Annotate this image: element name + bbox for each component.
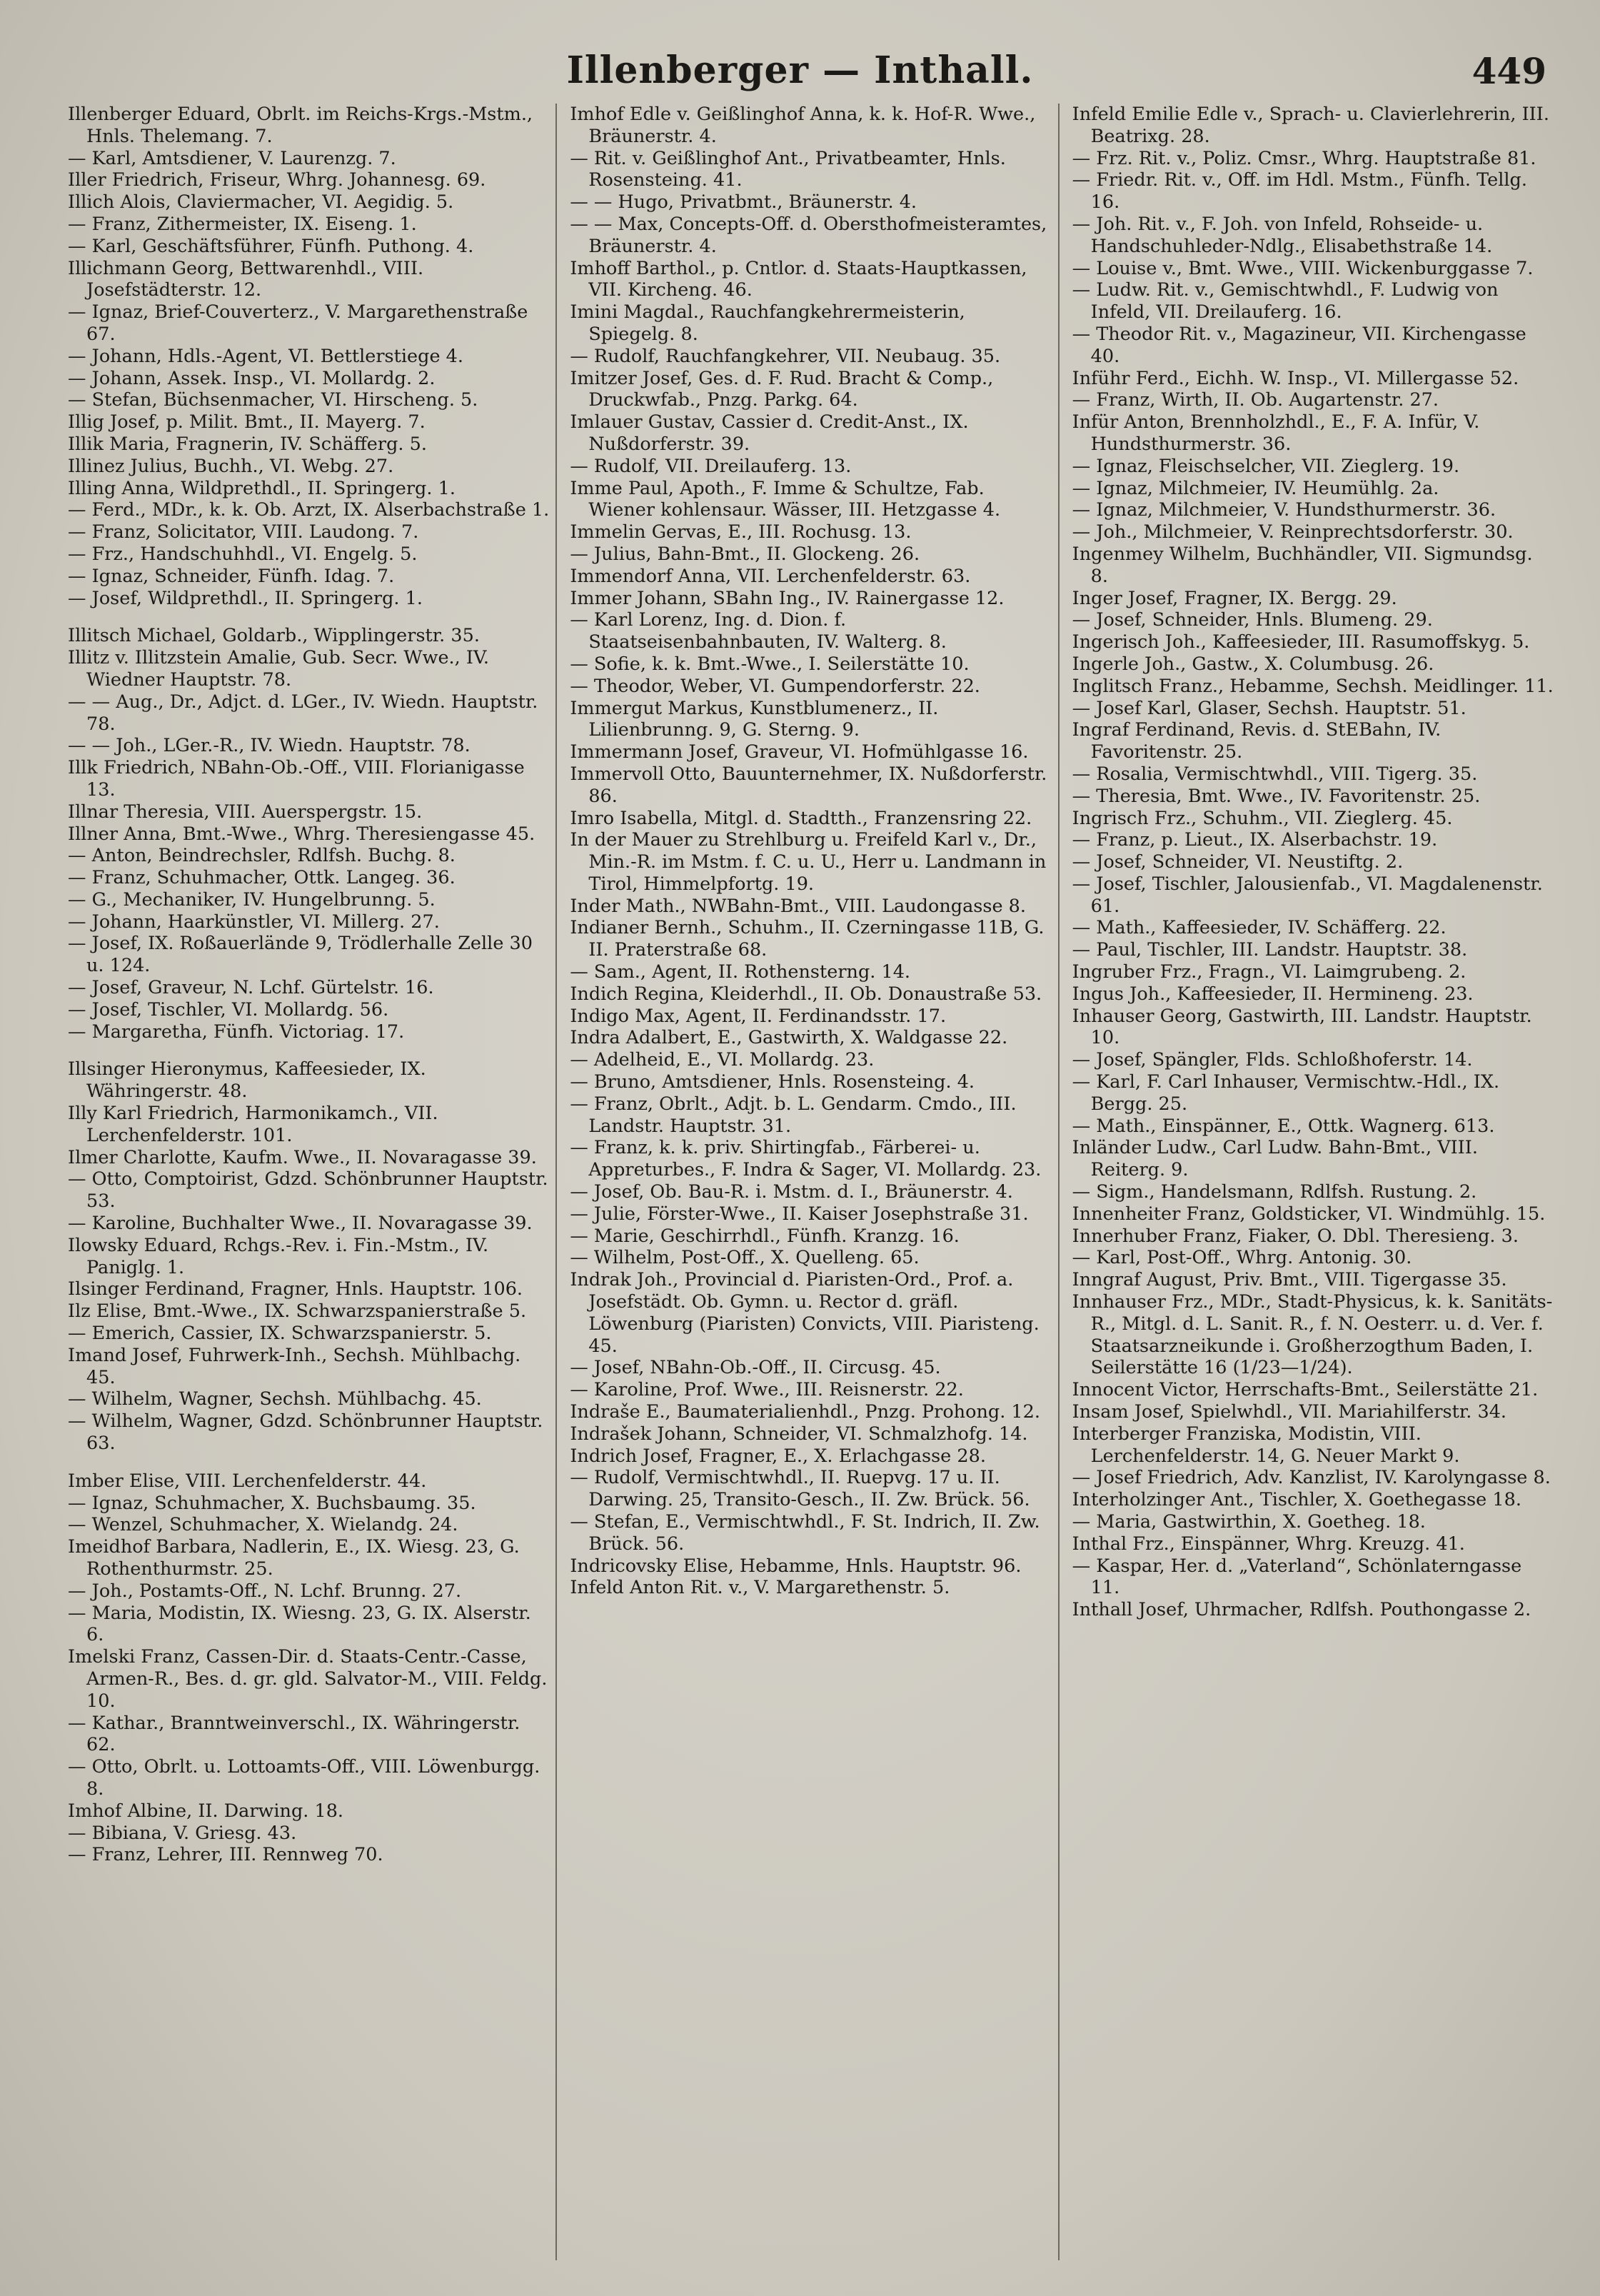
directory-entry: — Rudolf, VII. Dreilauferg. 13.: [570, 455, 852, 477]
directory-entry: Ilz Elise, Bmt.-Wwe., IX. Schwarzspanierstraße 5.: [68, 1300, 527, 1323]
directory-entry: Inländer Ludw., Carl Ludw. Bahn-Bmt., VIII. Reiterg. 9.: [1072, 1137, 1478, 1181]
directory-entry: — Wilhelm, Wagner, Gdzd. Schönbrunner Hauptstr. 63.: [68, 1410, 543, 1455]
directory-entry: — Rit. v. Geißlinghof Ant., Privatbeamter, Hnls. Rosensteing. 41.: [570, 147, 1006, 191]
directory-entry: Imhof Albine, II. Darwing. 18.: [68, 1800, 344, 1822]
directory-entry: Ilowsky Eduard, Rchgs.-Rev. i. Fin.-Mstm., IV. Paniglg. 1.: [68, 1234, 489, 1278]
directory-entry: — Karl, F. Carl Inhauser, Vermischtw.-Hdl., IX. Bergg. 25.: [1072, 1071, 1500, 1115]
directory-entry: — Josef, Schneider, VI. Neustiftg. 2.: [1072, 851, 1404, 873]
directory-entry: — Emerich, Cassier, IX. Schwarzspanierstr. 5.: [68, 1323, 492, 1345]
directory-entry: — Josef, IX. Roßauerlände 9, Trödlerhalle Zelle 30 u. 124.: [68, 933, 533, 977]
directory-entry: Immergut Markus, Kunstblumenerz., II. Lilienbrunng. 9, G. Sterng. 9.: [570, 697, 939, 741]
directory-entry: — Kathar., Branntweinverschl., IX. Währingerstr. 62.: [68, 1712, 520, 1756]
directory-entry: Indra Adalbert, E., Gastwirth, X. Waldgasse 22.: [570, 1027, 1008, 1049]
page-number: 449: [1471, 50, 1546, 92]
entry-spacer: [68, 609, 551, 625]
directory-entry: — Math., Kaffeesieder, IV. Schäfferg. 22.: [1072, 917, 1446, 939]
directory-entry: — Ignaz, Milchmeier, IV. Heumühlg. 2a.: [1072, 477, 1439, 499]
directory-entry: Innenheiter Franz, Goldsticker, VI. Windmühlg. 15.: [1072, 1203, 1546, 1225]
directory-entry: Ingerle Joh., Gastw., X. Columbusg. 26.: [1072, 653, 1434, 675]
directory-entry: Inglitsch Franz., Hebamme, Sechsh. Meidlinger. 11.: [1072, 675, 1554, 697]
directory-entry: — Julie, Förster-Wwe., II. Kaiser Josephstraße 31.: [570, 1203, 1029, 1225]
directory-entry: Ingenmey Wilhelm, Buchhändler, VII. Sigmundsg. 8.: [1072, 543, 1533, 587]
directory-entry: — G., Mechaniker, IV. Hungelbrunng. 5.: [68, 888, 436, 911]
directory-entry: Illner Anna, Bmt.-Wwe., Whrg. Theresiengasse 45.: [68, 823, 535, 845]
directory-entry: — Julius, Bahn-Bmt., II. Glockeng. 26.: [570, 543, 920, 565]
directory-entry: — Karl Lorenz, Ing. d. Dion. f. Staatseisenbahnbauten, IV. Walterg. 8.: [570, 609, 947, 653]
directory-entry: Indich Regina, Kleiderhdl., II. Ob. Donaustraße 53.: [570, 983, 1042, 1005]
directory-entry: — Karl, Amtsdiener, V. Laurenzg. 7.: [68, 147, 396, 169]
directory-entry: Innerhuber Franz, Fiaker, O. Dbl. Theresieng. 3.: [1072, 1225, 1519, 1247]
directory-entry: Illichmann Georg, Bettwarenhdl., VIII. Josefstädterstr. 12.: [68, 257, 424, 301]
directory-entry: — Ignaz, Brief-Couverterz., V. Margarethenstraße 67.: [68, 301, 528, 345]
directory-entry: — Theodor Rit. v., Magazineur, VII. Kirchengasse 40.: [1072, 323, 1526, 367]
directory-entry: — Karoline, Buchhalter Wwe., II. Novaragasse 39.: [68, 1213, 533, 1235]
directory-entry: Illitz v. Illitzstein Amalie, Gub. Secr. Wwe., IV. Wiedner Hauptstr. 78.: [68, 647, 490, 691]
directory-entry: Imhof Edle v. Geißlinghof Anna, k. k. Hof-R. Wwe., Bräunerstr. 4.: [570, 104, 1036, 147]
directory-entry: Immervoll Otto, Bauunternehmer, IX. Nußdorferstr. 86.: [570, 763, 1047, 807]
directory-entry: Indrak Joh., Provincial d. Piaristen-Ord., Prof. a. Josefstädt. Ob. Gymn. u. Rector d. gräfl. Löwenburg (Piaristen) Convicts, VIII. Piaristeng. 45.: [570, 1269, 1040, 1357]
directory-entry: Illsinger Hieronymus, Kaffeesieder, IX. Währingerstr. 48.: [68, 1058, 426, 1103]
directory-entry: — Josef Karl, Glaser, Sechsh. Hauptstr. 51.: [1072, 697, 1466, 719]
directory-entry: — Josef, Wildprethdl., II. Springerg. 1.: [68, 587, 423, 609]
directory-entry: — Frz. Rit. v., Poliz. Cmsr., Whrg. Hauptstraße 81.: [1072, 147, 1536, 169]
directory-entry: — Rudolf, Rauchfangkehrer, VII. Neubaug. 35.: [570, 345, 1001, 367]
directory-entry: — Wilhelm, Wagner, Sechsh. Mühlbachg. 45.: [68, 1388, 482, 1410]
directory-entry: — Karl, Geschäftsführer, Fünfh. Puthong. 4.: [68, 235, 474, 257]
directory-entry: Indrašek Johann, Schneider, VI. Schmalzhofg. 14.: [570, 1423, 1028, 1445]
directory-entry: — Ignaz, Schuhmacher, X. Buchsbaumg. 35.: [68, 1492, 476, 1514]
directory-entry: Imme Paul, Apoth., F. Imme & Schultze, Fab. Wiener kohlensaur. Wässer, III. Hetzgasse 4.: [570, 477, 1001, 521]
directory-entry: — Math., Einspänner, E., Ottk. Wagnerg. 613.: [1072, 1115, 1495, 1137]
directory-entry: — — Hugo, Privatbmt., Bräunerstr. 4.: [570, 191, 917, 214]
directory-entry: Ilmer Charlotte, Kaufm. Wwe., II. Novaragasse 39.: [68, 1146, 537, 1168]
directory-entry: — Karoline, Prof. Wwe., III. Reisnerstr. 22.: [570, 1379, 964, 1401]
directory-entry: Indricovsky Elise, Hebamme, Hnls. Hauptstr. 96.: [570, 1555, 1022, 1577]
directory-entry: Imelski Franz, Cassen-Dir. d. Staats-Centr.-Casse, Armen-R., Bes. d. gr. gld. Salvator-M., VIII. Feldg. 10.: [68, 1646, 548, 1712]
directory-entry: Immer Johann, SBahn Ing., IV. Rainergasse 12.: [570, 587, 1005, 609]
directory-entry: — Stefan, E., Vermischtwhdl., F. St. Indrich, II. Zw. Brück. 56.: [570, 1511, 1040, 1555]
directory-entry: Illik Maria, Fragnerin, IV. Schäfferg. 5.: [68, 433, 427, 455]
directory-entry: — Joh., Milchmeier, V. Reinprechtsdorferstr. 30.: [1072, 521, 1514, 543]
directory-entry: Illitsch Michael, Goldarb., Wipplingerstr. 35.: [68, 625, 480, 647]
directory-entry: — Otto, Obrlt. u. Lottoamts-Off., VIII. Löwenburgg. 8.: [68, 1756, 540, 1800]
directory-entry: — Sofie, k. k. Bmt.-Wwe., I. Seilerstätte 10.: [570, 653, 970, 675]
directory-entry: — Josef, Ob. Bau-R. i. Mstm. d. I., Bräunerstr. 4.: [570, 1181, 1013, 1203]
directory-entry: — Frz., Handschuhhdl., VI. Engelg. 5.: [68, 543, 418, 565]
directory-entry: Inthal Frz., Einspänner, Whrg. Kreuzg. 41.: [1072, 1533, 1465, 1555]
directory-entry: Ingerisch Joh., Kaffeesieder, III. Rasumoffskyg. 5.: [1072, 631, 1530, 653]
directory-entry: — Franz, Solicitator, VIII. Laudong. 7.: [68, 521, 419, 543]
column-3: [1072, 104, 1560, 2260]
directory-entry: — Theresia, Bmt. Wwe., IV. Favoritenstr. 25.: [1072, 785, 1481, 807]
directory-entry: Innocent Victor, Herrschafts-Bmt., Seilerstätte 21.: [1072, 1379, 1539, 1401]
directory-entry: Imber Elise, VIII. Lerchenfelderstr. 44.: [68, 1470, 427, 1492]
directory-entry: Illig Josef, p. Milit. Bmt., II. Mayerg. 7.: [68, 411, 426, 433]
directory-entry: — Marie, Geschirrhdl., Fünfh. Kranzg. 16.: [570, 1225, 960, 1247]
directory-entry: Imhoff Barthol., p. Cntlor. d. Staats-Hauptkassen, VII. Kircheng. 46.: [570, 257, 1027, 301]
directory-entry: Imand Josef, Fuhrwerk-Inh., Sechsh. Mühlbachg. 45.: [68, 1344, 521, 1388]
directory-entry: — Johann, Assek. Insp., VI. Mollardg. 2.: [68, 367, 436, 389]
directory-entry: — Josef, NBahn-Ob.-Off., II. Circusg. 45.: [570, 1357, 941, 1379]
directory-entry: Illnar Theresia, VIII. Auerspergstr. 15.: [68, 801, 423, 823]
directory-entry: — Johann, Hdls.-Agent, VI. Bettlerstiege 4.: [68, 345, 463, 367]
directory-entry: Ingrisch Frz., Schuhm., VII. Zieglerg. 45.: [1072, 807, 1453, 829]
directory-entry: Immendorf Anna, VII. Lerchenfelderstr. 63.: [570, 565, 971, 587]
directory-entry: Iller Friedrich, Friseur, Whrg. Johannesg. 69.: [68, 169, 486, 191]
directory-entry: — Maria, Gastwirthin, X. Goetheg. 18.: [1072, 1511, 1426, 1533]
directory-entry: Indigo Max, Agent, II. Ferdinandsstr. 17.: [570, 1005, 947, 1027]
directory-entry: — Karl, Post-Off., Whrg. Antonig. 30.: [1072, 1247, 1412, 1269]
directory-entry: Imitzer Josef, Ges. d. F. Rud. Bracht & Comp., Druckwfab., Pnzg. Parkg. 64.: [570, 367, 994, 411]
directory-entry: — Margaretha, Fünfh. Victoriag. 17.: [68, 1021, 405, 1043]
directory-entry: — — Joh., LGer.-R., IV. Wiedn. Hauptstr. 78.: [68, 735, 471, 757]
directory-entry: Indianer Bernh., Schuhm., II. Czerningasse 11B, G. II. Praterstraße 68.: [570, 917, 1045, 961]
directory-entry: — Wenzel, Schuhmacher, X. Wielandg. 24.: [68, 1514, 458, 1536]
directory-entry: Illy Karl Friedrich, Harmonikamch., VII. Lerchenfelderstr. 101.: [68, 1103, 438, 1146]
directory-entry: — Adelheid, E., VI. Mollardg. 23.: [570, 1049, 875, 1071]
column-2: [570, 104, 1059, 2260]
directory-entry: — Ignaz, Milchmeier, V. Hundsthurmerstr. 36.: [1072, 499, 1496, 521]
directory-entry: — Theodor, Weber, VI. Gumpendorferstr. 22.: [570, 675, 980, 697]
directory-entry: — — Aug., Dr., Adjct. d. LGer., IV. Wiedn. Hauptstr. 78.: [68, 691, 538, 735]
directory-entry: Inthall Josef, Uhrmacher, Rdlfsh. Pouthongasse 2.: [1072, 1599, 1531, 1621]
directory-entry: — Joh., Postamts-Off., N. Lchf. Brunng. 27.: [68, 1580, 462, 1602]
directory-entry: Imlauer Gustav, Cassier d. Credit-Anst., IX. Nußdorferstr. 39.: [570, 411, 969, 455]
directory-entry: Infeld Emilie Edle v., Sprach- u. Clavierlehrerin, III. Beatrixg. 28.: [1072, 104, 1549, 147]
directory-entry: — Franz, Schuhmacher, Ottk. Langeg. 36.: [68, 867, 456, 889]
directory-entry: — Anton, Beindrechsler, Rdlfsh. Buchg. 8.: [68, 845, 456, 867]
directory-entry: — Rosalia, Vermischtwhdl., VIII. Tigerg. 35.: [1072, 763, 1478, 785]
directory-entry: — Ignaz, Fleischselcher, VII. Zieglerg. 19.: [1072, 455, 1460, 477]
directory-entry: — Paul, Tischler, III. Landstr. Hauptstr. 38.: [1072, 939, 1468, 961]
directory-entry: — Friedr. Rit. v., Off. im Hdl. Mstm., Fünfh. Tellg. 16.: [1072, 169, 1527, 214]
directory-entry: Ingraf Ferdinand, Revis. d. StEBahn, IV. Favoritenstr. 25.: [1072, 719, 1441, 763]
directory-entry: Insam Josef, Spielwhdl., VII. Mariahilferstr. 34.: [1072, 1401, 1507, 1423]
directory-entry: — Josef, Tischler, VI. Mollardg. 56.: [68, 998, 389, 1021]
directory-columns: [68, 104, 1560, 2260]
directory-entry: — Sigm., Handelsmann, Rdlfsh. Rustung. 2.: [1072, 1181, 1477, 1203]
directory-entry: — Josef Friedrich, Adv. Kanzlist, IV. Karolyngasse 8.: [1072, 1467, 1551, 1489]
page-header: [0, 43, 1600, 107]
directory-entry: Illenberger Eduard, Obrlt. im Reichs-Krgs.-Mstm., Hnls. Thelemang. 7.: [68, 104, 533, 147]
directory-entry: — Ignaz, Schneider, Fünfh. Idag. 7.: [68, 565, 395, 587]
directory-entry: Inführ Ferd., Eichh. W. Insp., VI. Millergasse 52.: [1072, 367, 1519, 389]
directory-entry: Inngraf August, Priv. Bmt., VIII. Tigergasse 35.: [1072, 1269, 1507, 1291]
column-1: [68, 104, 557, 2260]
directory-entry: — Ludw. Rit. v., Gemischtwhdl., F. Ludwig von Infeld, VII. Dreilauferg. 16.: [1072, 279, 1499, 324]
directory-entry: In der Mauer zu Strehlburg u. Freifeld Karl v., Dr., Min.-R. im Mstm. f. C. u. U., Herr u. Landmann in Tirol, Himmelpfortg. 19.: [570, 829, 1047, 895]
entry-spacer: [68, 1043, 551, 1058]
directory-entry: — Josef, Schneider, Hnls. Blumeng. 29.: [1072, 609, 1433, 631]
directory-entry: — Ferd., MDr., k. k. Ob. Arzt, IX. Alserbachstraße 1.: [68, 499, 550, 521]
directory-entry: Immermann Josef, Graveur, VI. Hofmühlgasse 16.: [570, 741, 1029, 763]
directory-entry: Interholzinger Ant., Tischler, X. Goethegasse 18.: [1072, 1489, 1521, 1511]
directory-entry: Ingruber Frz., Fragn., VI. Laimgrubeng. 2.: [1072, 961, 1466, 983]
directory-entry: Immelin Gervas, E., III. Rochusg. 13.: [570, 521, 912, 543]
directory-entry: — — Max, Concepts-Off. d. Obersthofmeisteramtes, Bräunerstr. 4.: [570, 213, 1047, 257]
directory-entry: — Bruno, Amtsdiener, Hnls. Rosensteing. 4.: [570, 1071, 975, 1093]
directory-entry: Imeidhof Barbara, Nadlerin, E., IX. Wiesg. 23, G. Rothenthurmstr. 25.: [68, 1536, 520, 1580]
directory-entry: Illich Alois, Claviermacher, VI. Aegidig. 5.: [68, 191, 454, 214]
directory-entry: — Wilhelm, Post-Off., X. Quelleng. 65.: [570, 1247, 920, 1269]
directory-entry: — Franz, k. k. priv. Shirtingfab., Färberei- u. Appreturbes., F. Indra & Sager, VI. Mollardg. 23.: [570, 1137, 1042, 1181]
directory-entry: — Franz, Lehrer, III. Rennweg 70.: [68, 1844, 383, 1866]
directory-entry: — Rudolf, Vermischtwhdl., II. Ruepvg. 17 u. II. Darwing. 25, Transito-Gesch., II. Zw. Brück. 56.: [570, 1467, 1030, 1511]
directory-entry: — Sam., Agent, II. Rothensterng. 14.: [570, 961, 911, 983]
directory-entry: — Louise v., Bmt. Wwe., VIII. Wickenburggasse 7.: [1072, 257, 1534, 279]
directory-entry: Ingus Joh., Kaffeesieder, II. Hermineng. 23.: [1072, 983, 1474, 1005]
directory-entry: Indrich Josef, Fragner, E., X. Erlachgasse 28.: [570, 1445, 986, 1467]
directory-entry: — Bibiana, V. Griesg. 43.: [68, 1822, 297, 1844]
directory-entry: — Maria, Modistin, IX. Wiesng. 23, G. IX. Alserstr. 6.: [68, 1602, 531, 1646]
directory-entry: Infeld Anton Rit. v., V. Margarethenstr. 5.: [570, 1577, 950, 1599]
directory-entry: Ilsinger Ferdinand, Fragner, Hnls. Hauptstr. 106.: [68, 1278, 523, 1300]
running-head: Illenberger — Inthall.: [566, 49, 1034, 92]
entry-spacer: [68, 1455, 551, 1470]
directory-entry: Inhauser Georg, Gastwirth, III. Landstr. Hauptstr. 10.: [1072, 1005, 1532, 1049]
directory-entry: Inder Math., NWBahn-Bmt., VIII. Laudongasse 8.: [570, 895, 1026, 917]
directory-entry: Inger Josef, Fragner, IX. Bergg. 29.: [1072, 587, 1397, 609]
directory-entry: — Josef, Tischler, Jalousienfab., VI. Magdalenenstr. 61.: [1072, 873, 1543, 917]
directory-entry: — Stefan, Büchsenmacher, VI. Hirscheng. 5.: [68, 389, 478, 411]
directory-entry: — Franz, Wirth, II. Ob. Augartenstr. 27.: [1072, 389, 1439, 411]
directory-entry: — Josef, Graveur, N. Lchf. Gürtelstr. 16.: [68, 977, 434, 999]
directory-entry: — Johann, Haarkünstler, VI. Millerg. 27.: [68, 911, 440, 933]
directory-entry: Infür Anton, Brennholzhdl., E., F. A. Infür, V. Hundsthurmerstr. 36.: [1072, 411, 1480, 455]
directory-entry: Illing Anna, Wildprethdl., II. Springerg. 1.: [68, 477, 456, 499]
directory-entry: Imini Magdal., Rauchfangkehrermeisterin, Spiegelg. 8.: [570, 301, 965, 345]
directory-entry: — Franz, Obrlt., Adjt. b. L. Gendarm. Cmdo., III. Landstr. Hauptstr. 31.: [570, 1093, 1017, 1137]
directory-entry: — Franz, Zithermeister, IX. Eiseng. 1.: [68, 213, 417, 235]
directory-entry: — Otto, Comptoirist, Gdzd. Schönbrunner Hauptstr. 53.: [68, 1168, 548, 1213]
directory-entry: Innhauser Frz., MDr., Stadt-Physicus, k. k. Sanitäts-R., Mitgl. d. L. Sanit. R., f. N. Oesterr. u. d. Ver. f. Staatsarzneikunde i. Großherzogthum Baden, I. Seilerstätte 16 (1/23—1/24).: [1072, 1291, 1553, 1379]
directory-entry: Indraše E., Baumaterialienhdl., Pnzg. Prohong. 12.: [570, 1401, 1040, 1423]
directory-entry: Imro Isabella, Mitgl. d. Stadtth., Franzensring 22.: [570, 807, 1032, 829]
directory-entry: — Josef, Spängler, Flds. Schloßhoferstr. 14.: [1072, 1049, 1473, 1071]
directory-entry: Illinez Julius, Buchh., VI. Webg. 27.: [68, 455, 394, 477]
directory-entry: Illk Friedrich, NBahn-Ob.-Off., VIII. Florianigasse 13.: [68, 757, 525, 801]
directory-entry: — Kaspar, Her. d. „Vaterland“, Schönlaterngasse 11.: [1072, 1555, 1522, 1599]
directory-entry: — Franz, p. Lieut., IX. Alserbachstr. 19.: [1072, 829, 1438, 851]
directory-entry: Interberger Franziska, Modistin, VIII. Lerchenfelderstr. 14, G. Neuer Markt 9.: [1072, 1423, 1460, 1467]
directory-entry: — Joh. Rit. v., F. Joh. von Infeld, Rohseide- u. Handschuhleder-Ndlg., Elisabethstraße 14.: [1072, 213, 1493, 257]
